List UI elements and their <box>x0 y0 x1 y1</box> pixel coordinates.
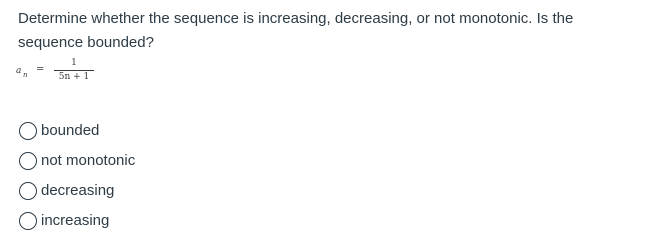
radio-button[interactable] <box>19 212 37 230</box>
formula-fraction <box>54 58 94 83</box>
option-label: bounded <box>41 122 100 139</box>
option-label: increasing <box>41 212 110 229</box>
option-label: decreasing <box>41 182 115 199</box>
radio-button[interactable] <box>19 182 37 200</box>
formula-numerator: 1 <box>71 58 77 68</box>
answer-options <box>19 116 135 236</box>
option-increasing[interactable] <box>19 206 135 236</box>
formula-equals: = <box>36 64 45 75</box>
formula-denominator: 5n + 1 <box>58 72 90 82</box>
formula-lhs-subscript: n <box>23 71 28 79</box>
option-decreasing[interactable] <box>19 176 135 206</box>
option-label: not monotonic <box>41 152 136 169</box>
option-bounded[interactable] <box>19 116 135 146</box>
option-not-monotonic[interactable] <box>19 146 135 176</box>
formula-lhs: a <box>16 66 22 76</box>
radio-button[interactable] <box>19 122 37 140</box>
radio-button[interactable] <box>19 152 37 170</box>
question-text: Determine whether the sequence is increasing, decreasing, or not monotonic. Is the sequence bounded? <box>18 10 574 51</box>
